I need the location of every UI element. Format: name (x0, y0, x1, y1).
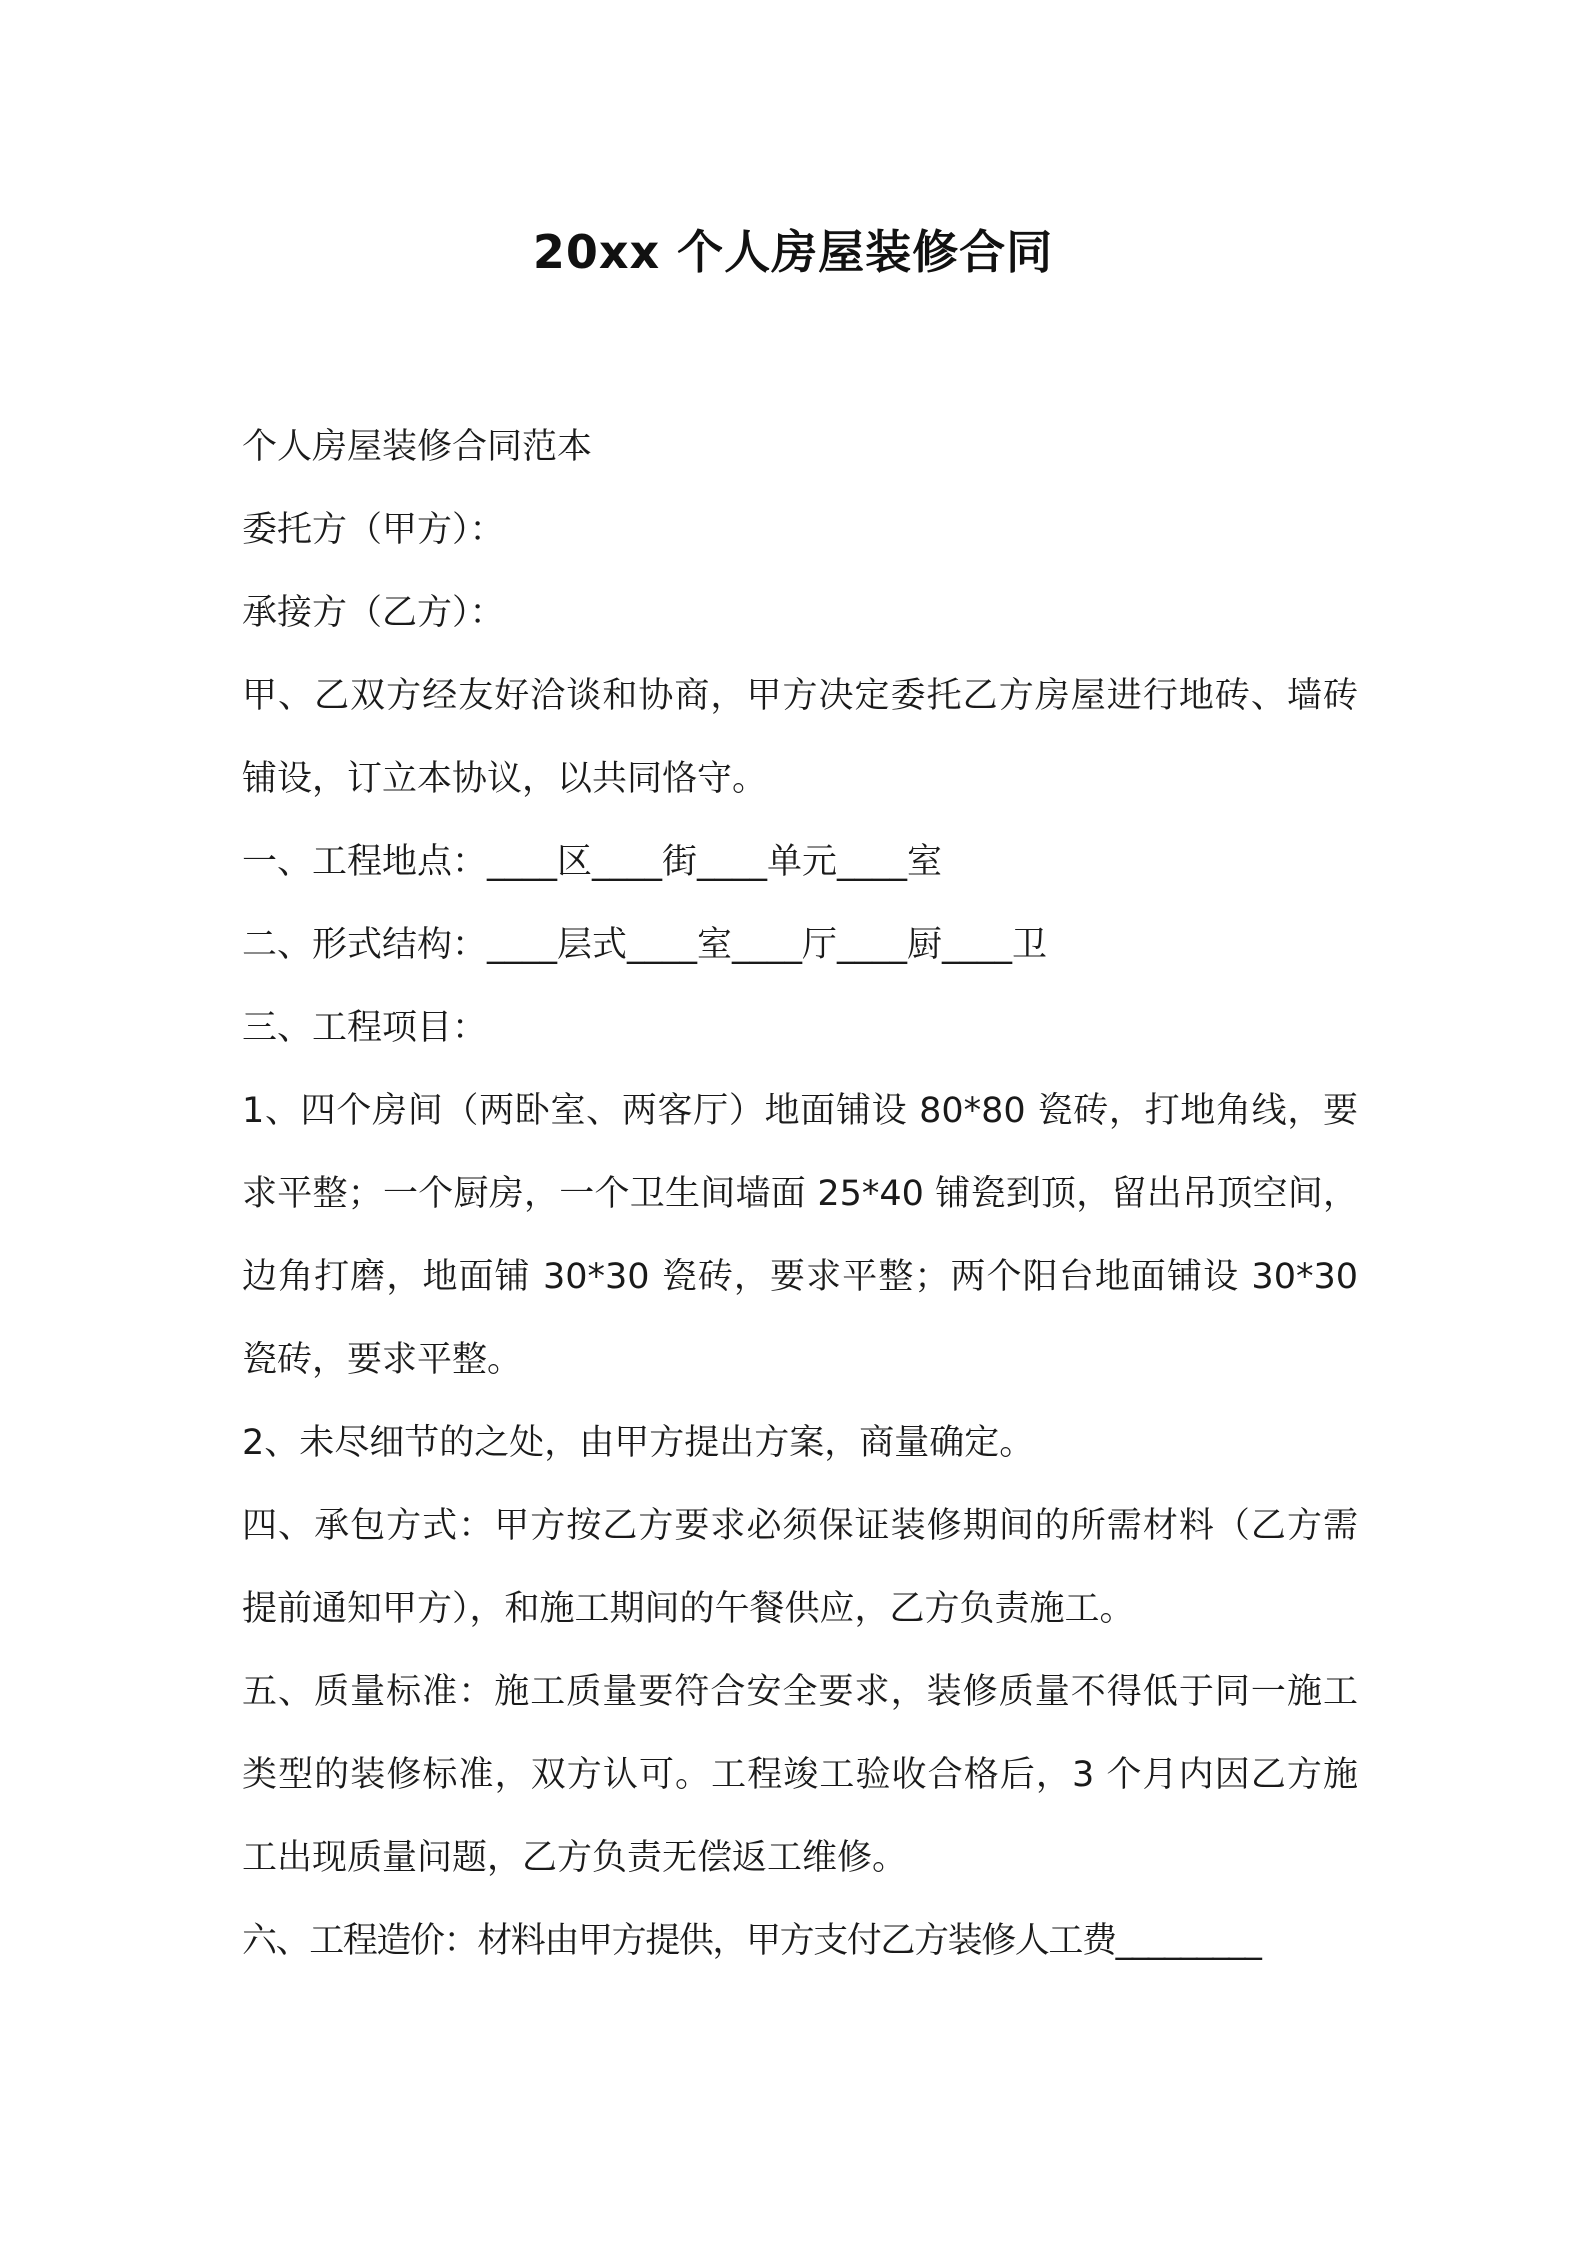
subtitle-paragraph: 个人房屋装修合同范本 (242, 427, 593, 467)
clause-2-structure: 二、形式结构：____层式____室____厅____厨____卫 (242, 925, 1048, 965)
clause-3-item-2: 2、未尽细节的之处，由甲方提出方案，商量确定。 (242, 1423, 1035, 1463)
document-body (242, 406, 1358, 1983)
intro-paragraph: 甲、乙双方经友好洽谈和协商，甲方决定委托乙方房屋进行地砖、墙砖铺设，订立本协议，以共同恪守。 (242, 676, 1358, 799)
clause-5-quality: 五、质量标准：施工质量要符合安全要求，装修质量不得低于同一施工类型的装修标准，双方认可。工程竣工验收合格后，3 个月内因乙方施工出现质量问题，乙方负责无偿返工维修。 (242, 1672, 1358, 1878)
clause-1-location: 一、工程地点：____区____街____单元____室 (242, 842, 943, 882)
clause-3-heading: 三、工程项目： (242, 1008, 488, 1048)
party-a-line: 委托方（甲方）： (242, 510, 505, 550)
party-b-line: 承接方（乙方）： (242, 593, 505, 633)
clause-4-contract-mode: 四、承包方式：甲方按乙方要求必须保证装修期间的所需材料（乙方需提前通知甲方），和施工期间的午餐供应，乙方负责施工。 (242, 1506, 1358, 1629)
clause-6-cost: 六、工程造价：材料由甲方提供，甲方支付乙方装修人工费_________ (242, 1921, 1261, 1961)
document-title: 20xx 个人房屋装修合同 (532, 225, 1054, 279)
clause-3-item-1: 1、四个房间（两卧室、两客厅）地面铺设 80*80 瓷砖，打地角线，要求平整；一个厨房，一个卫生间墙面 25*40 铺瓷到顶，留出吊顶空间，边角打磨，地面铺 30*30 瓷砖，要求平整；两个阳台地面铺设 30*30 瓷砖，要求平整。 (242, 1091, 1358, 1380)
